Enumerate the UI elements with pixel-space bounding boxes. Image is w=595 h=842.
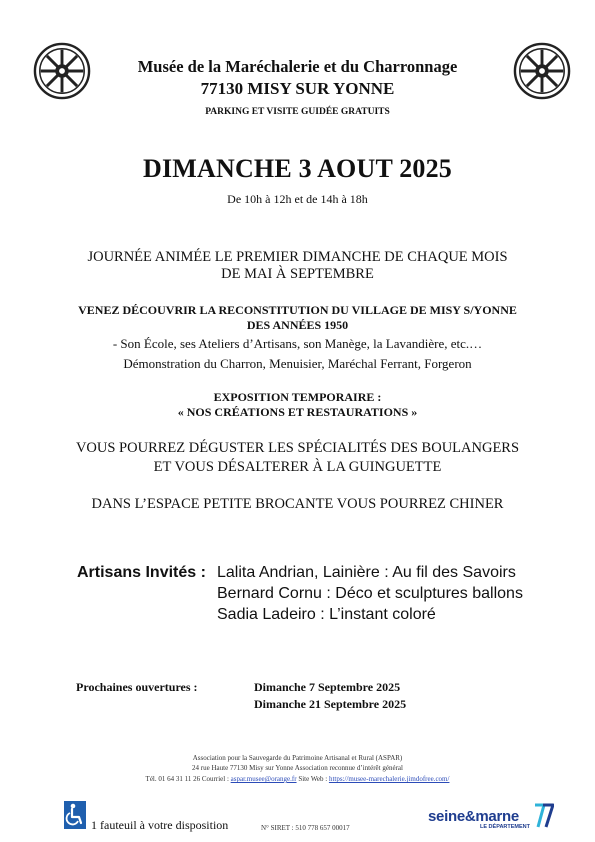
artisans-label: Artisans Invités :: [77, 564, 206, 581]
artisan-item: Lalita Andrian, Lainière : Au fil des Savoirs: [217, 564, 516, 581]
discover-line-1: VENEZ DÉCOUVRIR LA RECONSTITUTION DU VILLAGE DE MISY S/YONNE: [78, 303, 517, 317]
website-link[interactable]: https://musee-marechalerie.jimdofree.com/: [328, 775, 450, 783]
tasting-line-1: VOUS POURREZ DÉGUSTER LES SPÉCIALITÉS DES BOULANGERS: [75, 440, 520, 456]
tasting-line-2: ET VOUS DÉSALTERER À LA GUINGUETTE: [153, 459, 442, 475]
department-logo-text: seine&marne: [428, 808, 519, 825]
department-logo-subtitle: LE DÉPARTEMENT: [480, 824, 531, 830]
wheelchair-icon: [64, 801, 86, 829]
museum-town: 77130 MISY SUR YONNE: [200, 79, 395, 98]
exhibition-name: « NOS CRÉATIONS ET RESTAURATIONS »: [177, 405, 418, 419]
siret-number: N° SIRET : 510 778 657 00017: [261, 824, 350, 832]
department-logo-icon: [534, 803, 554, 829]
discover-line-3: - Son École, ses Ateliers d’Artisans, son Manège, la Lavandière, etc.…: [112, 336, 483, 351]
brocante-line: DANS L’ESPACE PETITE BROCANTE VOUS POURREZ CHINER: [91, 496, 504, 512]
discover-line-4: Démonstration du Charron, Menuisier, Maréchal Ferrant, Forgeron: [123, 356, 472, 371]
animated-day-line-1: JOURNÉE ANIMÉE LE PREMIER DIMANCHE DE CHAQUE MOIS: [87, 249, 508, 265]
contact-line: [0, 775, 595, 783]
next-opening-date: Dimanche 7 Septembre 2025: [254, 680, 401, 694]
event-date: DIMANCHE 3 AOUT 2025: [142, 154, 453, 183]
email-link[interactable]: aspar.musee@orange.fr: [230, 775, 297, 783]
website-label: Site Web :: [296, 775, 329, 783]
artisan-item: Bernard Cornu : Déco et sculptures ballons: [217, 585, 523, 602]
museum-subtitle: PARKING ET VISITE GUIDÉE GRATUITS: [205, 107, 390, 117]
next-opening-date: Dimanche 21 Septembre 2025: [254, 697, 407, 711]
artisan-item: Sadia Ladeiro : L’instant coloré: [217, 606, 436, 623]
accessibility-text: 1 fauteuil à votre disposition: [91, 818, 229, 832]
contact-phone: Tél. 01 64 31 11 26 Courriel :: [145, 775, 231, 783]
discover-line-2: DES ANNÉES 1950: [246, 318, 349, 332]
event-hours: De 10h à 12h et de 14h à 18h: [227, 192, 368, 206]
exhibition-title: EXPOSITION TEMPORAIRE :: [213, 390, 382, 404]
association-address: 24 rue Haute 77130 Misy sur Yonne Association reconnue d’intérêt général: [192, 764, 403, 772]
animated-day-line-2: DE MAI À SEPTEMBRE: [221, 266, 374, 282]
next-openings-label: Prochaines ouvertures :: [76, 680, 198, 694]
museum-title: Musée de la Maréchalerie et du Charronnage: [137, 57, 458, 76]
association-name: Association pour la Sauvegarde du Patrimoine Artisanal et Rural (ASPAR): [192, 754, 403, 762]
